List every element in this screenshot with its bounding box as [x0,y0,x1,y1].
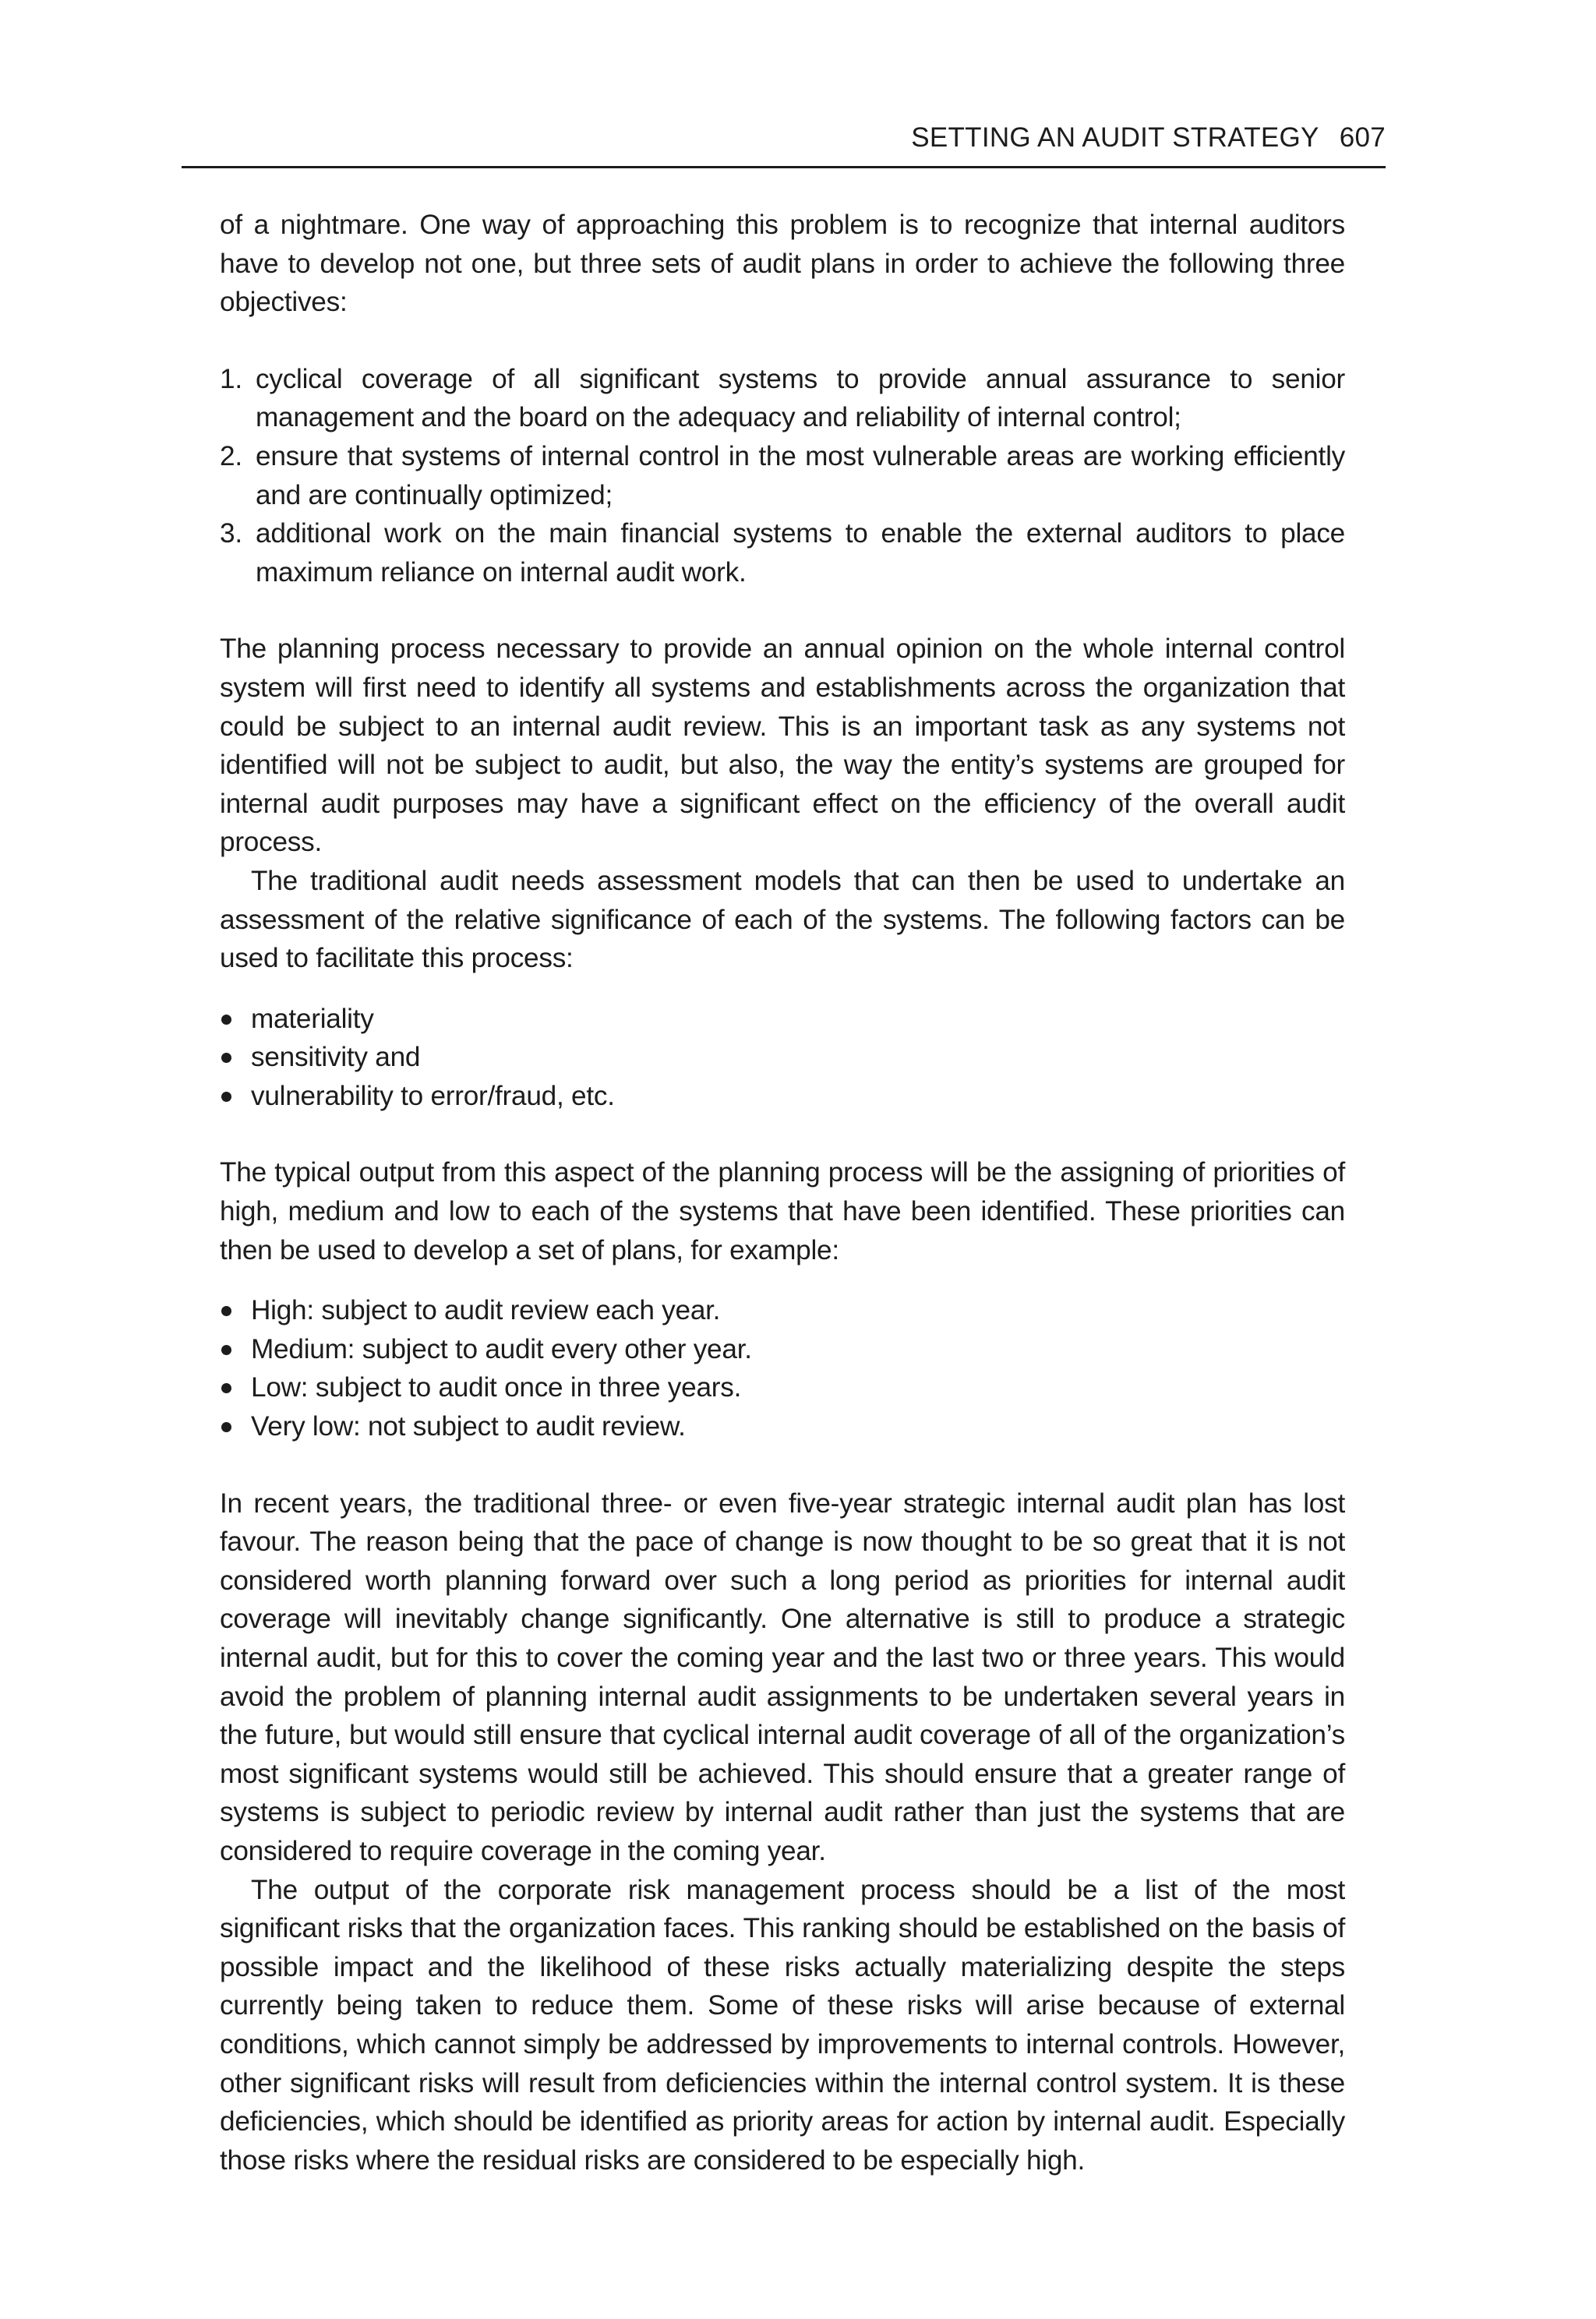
factors-list [220,1000,1345,1116]
list-item [220,1368,1345,1407]
list-item-text: High: subject to audit review each year. [251,1295,721,1326]
list-item [220,514,1345,591]
page-number: 607 [1339,122,1386,153]
list-item-text: ensure that systems of internal control in the most vulnerable areas are working efficiently and are continually optimized; [256,440,1345,510]
list-number: 2. [220,440,242,471]
list-item [220,1038,1345,1077]
list-item-text: Very low: not subject to audit review. [251,1411,686,1442]
bullet-icon [221,1092,231,1102]
bullet-icon [221,1053,231,1063]
list-item [220,1407,1345,1446]
list-number: 1. [220,363,242,394]
list-item [220,1077,1345,1116]
traditional-paragraph: The traditional audit needs assessment models that can then be used to undertake an assessment of the relative significance of each of the systems. The following factors can be used to facilitate this process: [220,865,1345,974]
running-title: SETTING AN AUDIT STRATEGY [911,122,1319,153]
output-paragraph: The typical output from this aspect of the planning process will be the assigning of priorities of high, medium and low to each of the systems that have been identified. These priorities can then be used to develop a set of plans, for example: [220,1157,1345,1265]
planning-paragraph: The planning process necessary to provide an annual opinion on the whole internal control system will first need to identify all systems and establishments across the organization that could be subject to an internal audit review. This is an important task as any systems not identified will not be subject to audit, but also, the way the entity’s systems are grouped for internal audit purposes may have a significant effect on the efficiency of the overall audit process. [220,634,1345,858]
bullet-icon [221,1306,231,1316]
list-item-text: sensitivity and [251,1042,421,1073]
list-item [220,1000,1345,1039]
risk-management-paragraph: The output of the corporate risk management process should be a list of the most significant risks that the organization faces. This ranking should be established on the basis of possible impact and the likelihood of these risks actually materializing despite the steps currently being taken to reduce them. Some of these risks will arise because of external conditions, which cannot simply be addressed by improvements to internal controls. However, other significant risks will result from deficiencies within the internal control system. It is these deficiencies, which should be identified as priority areas for action by internal audit. Especially those risks where the residual risks are considered to be especially high. [220,1874,1345,2176]
running-head [182,117,1386,168]
list-item-text: vulnerability to error/fraud, etc. [251,1080,615,1111]
list-item-text: Medium: subject to audit every other year. [251,1333,752,1364]
list-item-text: additional work on the main financial systems to enable the external auditors to place maximum reliance on internal audit work. [256,518,1345,588]
bullet-icon [221,1422,231,1432]
list-item [220,437,1345,514]
list-item [220,1291,1345,1330]
list-number: 3. [220,518,242,549]
page-body [220,206,1345,2180]
priorities-list [220,1291,1345,1445]
bullet-icon [221,1345,231,1355]
recent-years-paragraph: In recent years, the traditional three- or even five-year strategic internal audit plan has lost favour. The reason being that the pace of change is now thought to be so great that it is not considered worth planning forward over such a long period as priorities for internal audit coverage will inevitably change significantly. One alternative is still to produce a strategic internal audit, but for this to cover the coming year and the last two or three years. This would avoid the problem of planning internal audit assignments to be undertaken several years in the future, but would still ensure that cyclical internal audit coverage of all of the organization’s most significant systems would still be achieved. This should ensure that a greater range of systems is subject to periodic review by internal audit rather than just the systems that are considered to require coverage in the coming year. [220,1488,1345,1866]
list-item-text: Low: subject to audit once in three years. [251,1372,742,1403]
intro-paragraph: of a nightmare. One way of approaching this problem is to recognize that internal auditors have to develop not one, but three sets of audit plans in order to achieve the following three objectives: [220,210,1345,318]
objectives-list [220,360,1345,592]
list-item [220,360,1345,437]
bullet-icon [221,1015,231,1025]
bullet-icon [221,1383,231,1393]
list-item [220,1330,1345,1369]
list-item-text: materiality [251,1003,374,1034]
list-item-text: cyclical coverage of all significant systems to provide annual assurance to senior management and the board on the adequacy and reliability of internal control; [256,363,1345,433]
